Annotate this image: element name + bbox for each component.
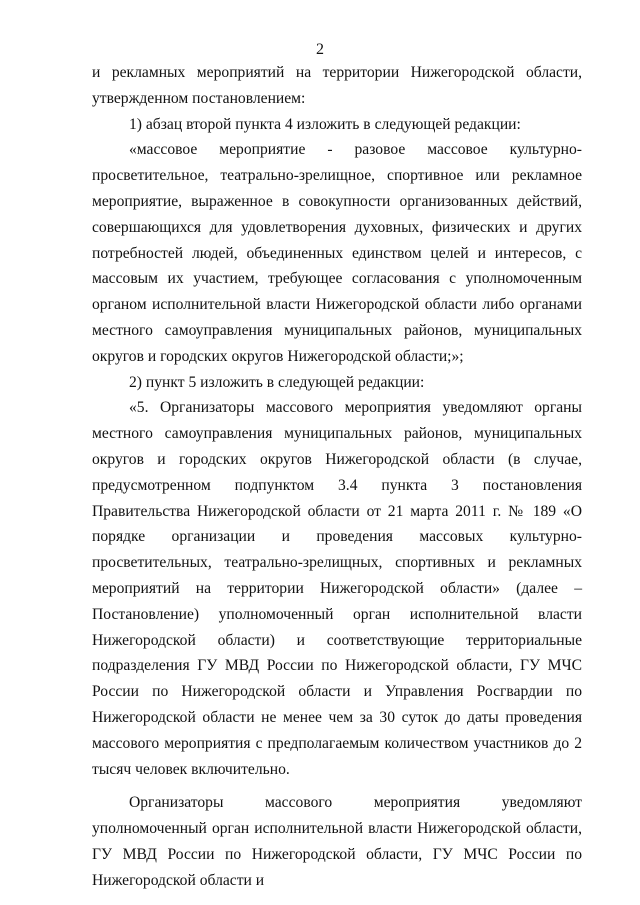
paragraph-continuation: и рекламных мероприятий на территории Нижегородской области, утвержденном постановлением: xyxy=(92,64,582,107)
paragraph-amendment-1-text: «массовое мероприятие - разовое массовое культурно-просветительное, театрально-зрелищное, спортивное или рекламное мероприятие, выраженное в совокупности организованных действий, совершающихся для удовлетворения духовных, физических и других потребностей людей, объединенных единством целей и интересов, с массовым их участием, требующее согласования с уполномоченным органом исполнительной власти Нижегородской области либо органами местного самоуправления муниципальных районов, муниципальных округов и городских округов Нижегородской области;»; xyxy=(92,141,582,365)
paragraph-amendment-2-heading: 2) пункт 5 изложить в следующей редакции: xyxy=(129,373,425,391)
paragraph-amendment-1-heading: 1) абзац второй пункта 4 изложить в следующей редакции: xyxy=(129,115,521,133)
document-body xyxy=(92,60,582,894)
paragraph-amendment-2-text: «5. Организаторы массового мероприятия уведомляют органы местного самоуправления муниципальных районов, муниципальных округов и городских округов Нижегородской области (в случае, предусмотренном подпунктом 3.4 пункта 3 постановления Правительства Нижегородской области от 21 марта 2011 г. № 189 «О порядке организации и проведения массовых культурно-просветительных, театрально-зрелищных, спортивных и рекламных мероприятий на территории Нижегородской области» (далее – Постановление) уполномоченный орган исполнительной власти Нижегородской области) и соответствующие территориальные подразделения ГУ МВД России по Нижегородской области, ГУ МЧС России по Нижегородской области и Управления Росгвардии по Нижегородской области не менее чем за 30 суток до даты проведения массового мероприятия с предполагаемым количеством участников до 2 тысяч человек включительно. xyxy=(92,399,582,778)
page-number: 2 xyxy=(316,41,324,58)
paragraph-notification: Организаторы массового мероприятия уведомляют уполномоченный орган исполнительной власти Нижегородской области, ГУ МВД России по Нижегородской области, ГУ МЧС России по Нижегородской области и xyxy=(92,794,582,889)
